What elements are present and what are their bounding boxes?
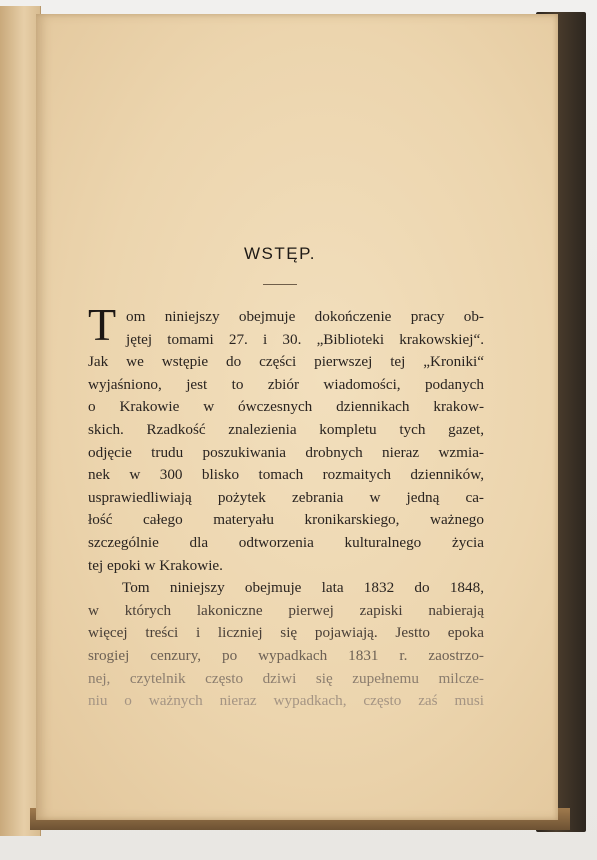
text-line: w których lakoniczne pierwej zapiski nabierają [88, 601, 484, 619]
text-line: nej, czytelnik często dziwi się zupełnemu milcze- [88, 669, 484, 687]
text-line: skich. Rzadkość znalezienia kompletu tych gazet, [88, 420, 484, 438]
drop-cap: T [88, 299, 117, 350]
text-line: usprawiedliwiają pożytek zebrania w jedną ca- [88, 488, 484, 506]
text-line: wyjaśniono, jest to zbiór wiadomości, podanych [88, 375, 484, 393]
page-title: WSTĘP. [244, 244, 316, 263]
text-line: więcej treści i liczniej się pojawiają. Jestto epoka [88, 624, 484, 642]
text-line: jętej tomami 27. i 30. „Biblioteki krakowskiej“. [126, 330, 484, 348]
text-line: o Krakowie w ówczesnych dziennikach krakow- [88, 398, 484, 416]
text-line: odjęcie trudu poszukiwania drobnych nieraz wzmia- [88, 443, 484, 461]
text-line: łość całego materyału kronikarskiego, ważnego [88, 511, 484, 529]
body-text [88, 306, 484, 713]
left-page-edge [0, 6, 41, 836]
title-rule [263, 284, 297, 285]
text-line: tej epoki w Krakowie. [88, 556, 223, 574]
text-line: srogiej cenzury, po wypadkach 1831 r. zaostrzo- [88, 646, 484, 664]
text-line: om niniejszy obejmuje dokończenie pracy ob- [126, 308, 484, 325]
text-line: Tom niniejszy obejmuje lata 1832 do 1848, [122, 579, 484, 597]
text-line: niu o ważnych nieraz wypadkach, często zaś musi [88, 692, 484, 710]
text-line: szczególnie dla odtworzenia kulturalnego życia [88, 533, 484, 551]
text-line: nek w 300 blisko tomach rozmaitych dzienników, [88, 466, 484, 484]
text-line: Jak we wstępie do części pierwszej tej „Kroniki“ [88, 353, 484, 371]
